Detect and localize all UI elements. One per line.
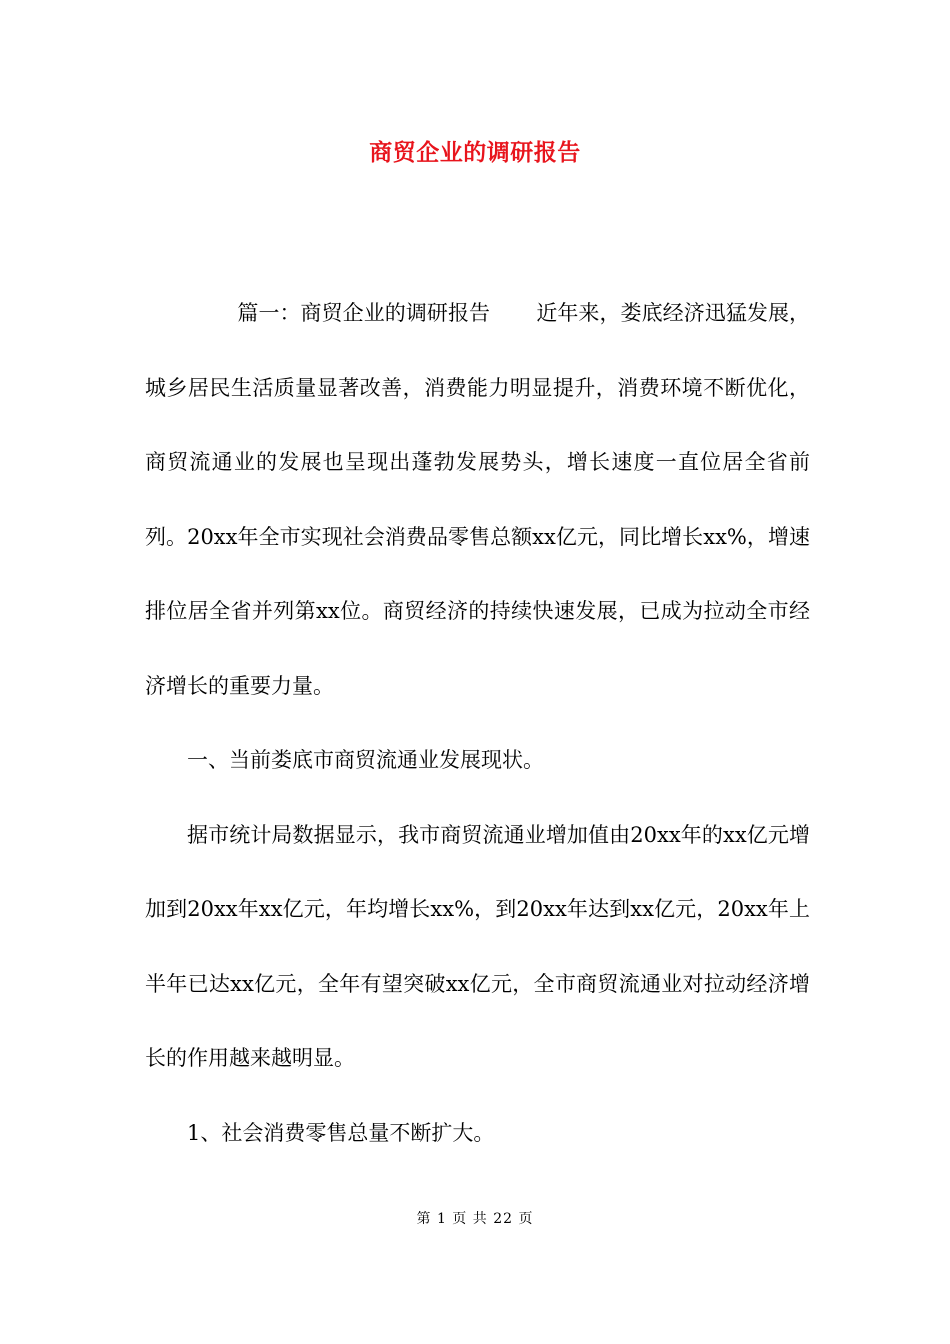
paragraph-statistics: 据市统计局数据显示，我市商贸流通业增加值由20xx年的xx亿元增加到20xx年xx亿元，年均增长xx%，到20xx年达到xx亿元，20xx年上半年已达xx亿元，全年有望突破xx亿元，全市商贸流通业对拉动经济增长的作用越来越明显。 [145, 822, 810, 1070]
section-label: 篇一：商贸企业的调研报告 [237, 301, 491, 325]
section-heading: 一、当前娄底市商贸流通业发展现状。 [187, 748, 544, 772]
subsection-heading: 1、社会消费零售总量不断扩大。 [187, 1120, 495, 1145]
page-number: 第 1 页 共 22 页 [416, 1211, 534, 1227]
document-body [145, 276, 810, 1170]
paragraph-intro [145, 276, 810, 723]
document-title: 商贸企业的调研报告 [369, 139, 581, 166]
paragraph-text: 近年来，娄底经济迅猛发展，城乡居民生活质量显著改善，消费能力明显提升，消费环境不断优化，商贸流通业的发展也呈现出蓬勃发展势头，增长速度一直位居全省前列。20xx年全市实现社会消费品零售总额xx亿元，同比增长xx%，增速排位居全省并列第xx位。商贸经济的持续快速发展，已成为拉动全市经济增长的重要力量。 [145, 301, 811, 698]
